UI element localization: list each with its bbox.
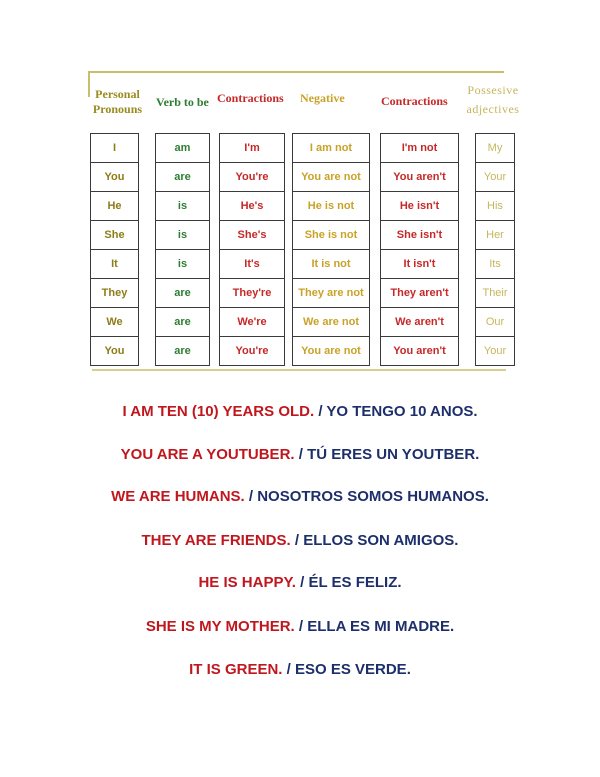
- table-cell: is: [156, 250, 209, 279]
- table-cell: I'm: [220, 134, 284, 163]
- sentence-english: SHE IS MY MOTHER.: [145, 618, 295, 635]
- sentence-line: [0, 488, 600, 505]
- table-cell: You aren't: [393, 345, 446, 357]
- sentence-spanish: / ESO ES VERDE.: [282, 661, 411, 678]
- table-cell: We aren't: [381, 308, 458, 337]
- table-cell: You are not: [301, 345, 361, 357]
- table-cell: You: [104, 345, 125, 357]
- table-cell: They: [91, 279, 138, 308]
- table-cell: Their: [476, 279, 514, 308]
- table-cell: He: [91, 192, 138, 221]
- table-cell: You aren't: [381, 163, 458, 192]
- table-cell: I: [91, 134, 138, 163]
- sentence-english: THEY ARE FRIENDS.: [141, 532, 291, 549]
- table-top-rule: [88, 71, 504, 73]
- table-cell: His: [476, 192, 514, 221]
- sentence-spanish: / ELLOS SON AMIGOS.: [290, 532, 459, 549]
- table-cell: She isn't: [381, 221, 458, 250]
- header-pronouns-line1: Personal: [95, 87, 140, 101]
- table-cell: She's: [220, 221, 284, 250]
- table-cell: It isn't: [381, 250, 458, 279]
- table-cell: My: [476, 134, 514, 163]
- sentence-english: YOU ARE A YOUTUBER.: [120, 446, 299, 463]
- table-cell: are: [174, 345, 191, 357]
- table-cell: is: [156, 192, 209, 221]
- table-cell: am: [156, 134, 209, 163]
- column-contractions: [219, 133, 285, 366]
- header-personal-pronouns: [90, 87, 145, 117]
- table-cell: Your: [476, 163, 514, 192]
- column-verb-to-be: [155, 133, 210, 366]
- table-cell: It is not: [293, 250, 369, 279]
- table-bottom-rule: [92, 369, 506, 371]
- table-cell: It: [91, 250, 138, 279]
- table-cell: Her: [476, 221, 514, 250]
- table-cell: They aren't: [381, 279, 458, 308]
- header-possessive-line2: adjectives: [466, 102, 520, 116]
- table-cell: You're: [220, 163, 284, 192]
- sentence-english: WE ARE HUMANS.: [111, 488, 245, 505]
- table-cell: She: [91, 221, 138, 250]
- sentence-line: [0, 618, 600, 635]
- table-cell: They're: [220, 279, 284, 308]
- table-cell: are: [156, 279, 209, 308]
- table-cell: Its: [476, 250, 514, 279]
- table-cell: They are not: [293, 279, 369, 308]
- sentence-line: [0, 403, 600, 420]
- table-cell: Your: [483, 345, 507, 357]
- table-cell: You are not: [293, 163, 369, 192]
- header-pronouns-line2: Pronouns: [92, 102, 143, 116]
- column-possessive: [475, 133, 515, 366]
- table-cell: We're: [220, 308, 284, 337]
- table-cell: He isn't: [381, 192, 458, 221]
- table-cell: is: [156, 221, 209, 250]
- table-cell: I am not: [293, 134, 369, 163]
- table-cell: I'm not: [381, 134, 458, 163]
- header-verb-to-be: Verb to be: [156, 95, 209, 109]
- sentence-spanish: / YO TENGO 10 ANOS.: [314, 403, 478, 420]
- table-cell: We: [91, 308, 138, 337]
- sentence-line: [0, 661, 600, 678]
- sentence-spanish: / ÉL ES FELIZ.: [295, 574, 402, 591]
- sentence-spanish: / ELLA ES MI MADRE.: [294, 618, 455, 635]
- header-negative-contractions: Contractions: [381, 94, 448, 108]
- sentence-line: [0, 446, 600, 463]
- table-cell: He is not: [293, 192, 369, 221]
- sentence-english: I AM TEN (10) YEARS OLD.: [122, 403, 315, 420]
- table-cell: It's: [220, 250, 284, 279]
- column-negative: [292, 133, 370, 366]
- header-negative: Negative: [300, 91, 345, 105]
- table-cell: You're: [235, 345, 269, 357]
- table-cell: He's: [220, 192, 284, 221]
- table-cell: are: [156, 308, 209, 337]
- sentence-spanish: / NOSOTROS SOMOS HUMANOS.: [244, 488, 489, 505]
- table-cell: She is not: [293, 221, 369, 250]
- sentence-line: [0, 574, 600, 591]
- header-possessive-line1: Possesive: [467, 83, 519, 97]
- header-contractions: Contractions: [217, 91, 284, 105]
- header-possessive-adjectives: [463, 83, 523, 117]
- sentence-line: [0, 532, 600, 549]
- table-cell: You: [91, 163, 138, 192]
- table-cell: Our: [476, 308, 514, 337]
- sentence-spanish: / TÚ ERES UN YOUTBER.: [298, 446, 480, 463]
- column-pronouns: [90, 133, 139, 366]
- column-negative-contractions: [380, 133, 459, 366]
- sentence-english: IT IS GREEN.: [189, 661, 283, 678]
- table-cell: are: [156, 163, 209, 192]
- table-cell: We are not: [293, 308, 369, 337]
- sentence-english: HE IS HAPPY.: [198, 574, 296, 591]
